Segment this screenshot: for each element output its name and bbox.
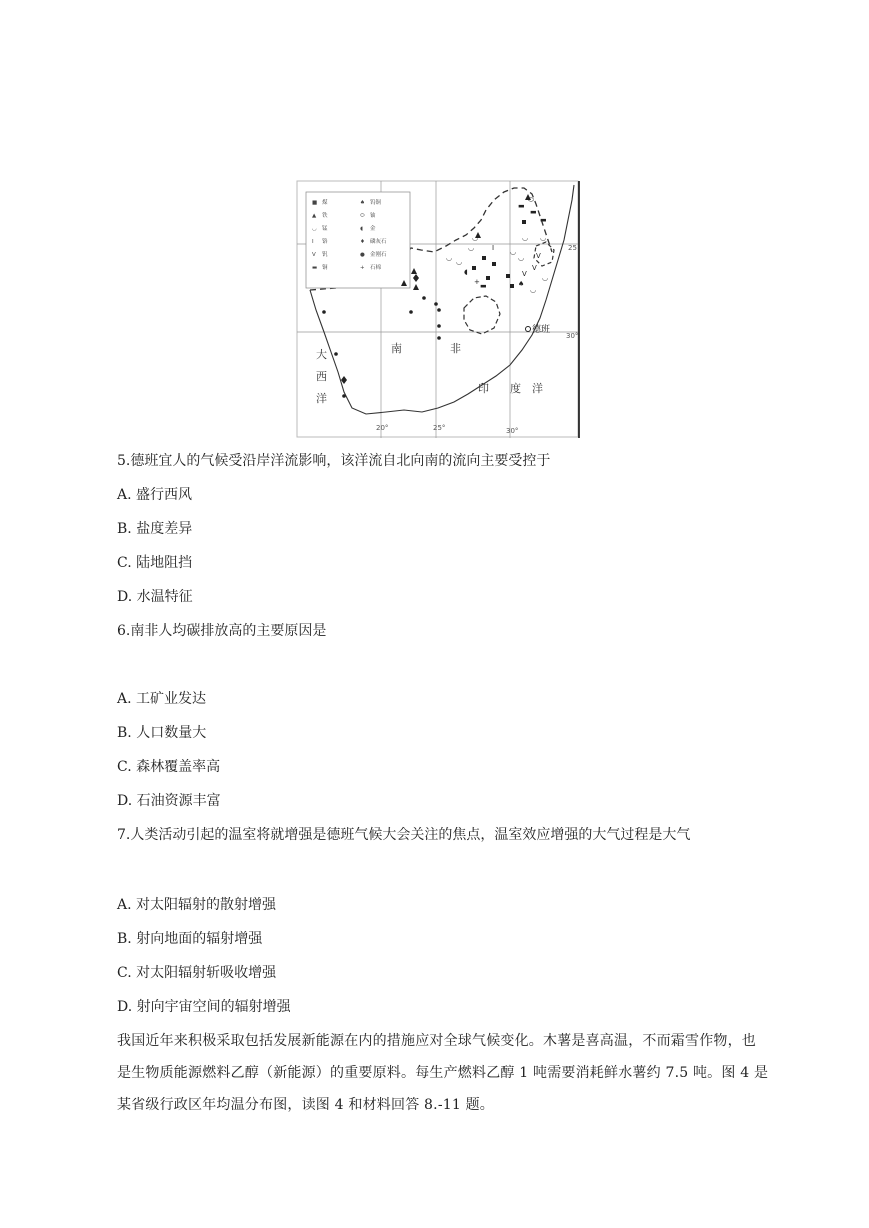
legend-label: 铜	[322, 265, 328, 271]
svg-text:◡: ◡	[542, 274, 549, 282]
svg-text:▬: ▬	[530, 208, 537, 216]
svg-text:▬: ▬	[480, 282, 487, 290]
question-6-option-b: B. 人口数量大	[117, 725, 207, 741]
svg-text:洋: 洋	[532, 382, 543, 395]
svg-text:◡: ◡	[472, 234, 479, 242]
country-label-nan: 南	[391, 342, 402, 355]
svg-text:◡: ◡	[446, 254, 453, 262]
question-7-option-a: A. 对太阳辐射的散射增强	[117, 897, 277, 913]
south-africa-mineral-map	[296, 180, 581, 440]
svg-text:◖: ◖	[464, 268, 468, 276]
legend-symbol: ⬭	[360, 213, 365, 219]
legend-label: 金刚石	[370, 252, 387, 258]
legend-label: 钒	[322, 252, 328, 258]
longitude-20-label: 20°	[376, 424, 389, 432]
question-5-option-d: D. 水温特征	[117, 589, 193, 605]
country-label-fei: 非	[450, 342, 461, 355]
question-7-option-c: C. 对太阳辐射斩吸收增强	[117, 965, 277, 981]
question-5-option-a: A. 盛行西风	[117, 487, 193, 503]
svg-text:◡: ◡	[456, 258, 463, 266]
svg-text:大: 大	[316, 348, 327, 361]
longitude-25-label: 25°	[433, 424, 446, 432]
svg-text:◡: ◡	[540, 234, 547, 242]
svg-text:+: +	[474, 278, 480, 286]
question-6-stem: 6.南非人均碳排放高的主要原因是	[117, 623, 327, 639]
legend-label: 铁	[322, 213, 328, 219]
question-7-stem: 7.人类活动引起的温室将就增强是德班气候大会关注的焦点，温室效应增强的大气过程是大气	[117, 827, 691, 843]
svg-text:◡: ◡	[510, 248, 517, 256]
legend-label: 铬	[322, 239, 328, 245]
question-5-option-c: C. 陆地阻挡	[117, 555, 193, 571]
legend-symbol: ◡	[312, 226, 317, 232]
legend-symbol: ◖	[360, 226, 363, 232]
svg-text:V: V	[522, 270, 527, 278]
svg-text:⬭: ⬭	[528, 196, 534, 204]
svg-text:▬: ▬	[540, 216, 547, 224]
svg-text:◡: ◡	[530, 286, 537, 294]
svg-text:印: 印	[478, 382, 489, 395]
latitude-30-label: 30°	[566, 332, 579, 340]
svg-text:洋: 洋	[316, 392, 327, 405]
legend-label: 石棉	[370, 265, 382, 271]
svg-text:▬: ▬	[518, 202, 525, 210]
legend-symbol: ●	[360, 252, 365, 258]
svg-text:♠: ♠	[518, 280, 525, 288]
durban-label: 德班	[532, 325, 551, 335]
legend-symbol: V	[312, 252, 316, 258]
legend-symbol: +	[360, 265, 365, 271]
svg-text:度: 度	[510, 382, 521, 395]
question-5-option-b: B. 盐度差异	[117, 521, 193, 537]
question-6-option-d: D. 石油资源丰富	[117, 793, 221, 809]
question-7-option-b: B. 射向地面的辐射增强	[117, 931, 263, 947]
question-6-option-a: A. 工矿业发达	[117, 691, 207, 707]
question-6-option-c: C. 森林覆盖率高	[117, 759, 221, 775]
latitude-25-label: 25	[568, 244, 577, 252]
atlantic-ocean-label	[316, 347, 327, 405]
passage-paragraph: 我国近年来积极采取包括发展新能源在内的措施应对全球气候变化。木薯是喜高温，不而霜雪作物，也是生物质能源燃料乙醇（新能源）的重要原料。每生产燃料乙醇 1 吨需要消耗鲜水薯约 7.5 吨。图 4 是某省级行政区年均温分布图，读图 4 和材料回答 8.-11 题。	[117, 1033, 769, 1113]
svg-text:V: V	[532, 264, 537, 272]
svg-text:◡: ◡	[468, 244, 475, 252]
longitude-30-label: 30°	[506, 427, 519, 435]
legend-symbol: ▲	[312, 213, 317, 219]
legend-label: 煤	[322, 200, 328, 206]
legend-symbol: ♦	[360, 239, 365, 245]
legend-label: 锰	[322, 226, 328, 232]
question-7-option-d: D. 射向宇宙空间的辐射增强	[117, 999, 291, 1015]
indian-ocean-label	[478, 381, 543, 395]
legend-label: 钨铜	[370, 200, 382, 206]
svg-text:V: V	[536, 252, 541, 260]
legend-symbol: ▬	[312, 265, 318, 271]
svg-text:I: I	[492, 244, 495, 252]
legend-symbol: I	[312, 239, 314, 245]
legend-label: 金	[370, 226, 376, 232]
question-5-stem: 5.德班宜人的气候受沿岸洋流影响，该洋流自北向南的流向主要受控于	[117, 453, 551, 469]
legend-label: 磷灰石	[370, 239, 387, 245]
legend-symbol: ♠	[360, 200, 365, 206]
svg-text:◡: ◡	[522, 234, 529, 242]
svg-text:◡: ◡	[518, 254, 525, 262]
legend-label: 铀	[370, 213, 376, 219]
svg-text:西: 西	[316, 370, 327, 383]
legend-symbol: ■	[312, 200, 318, 206]
